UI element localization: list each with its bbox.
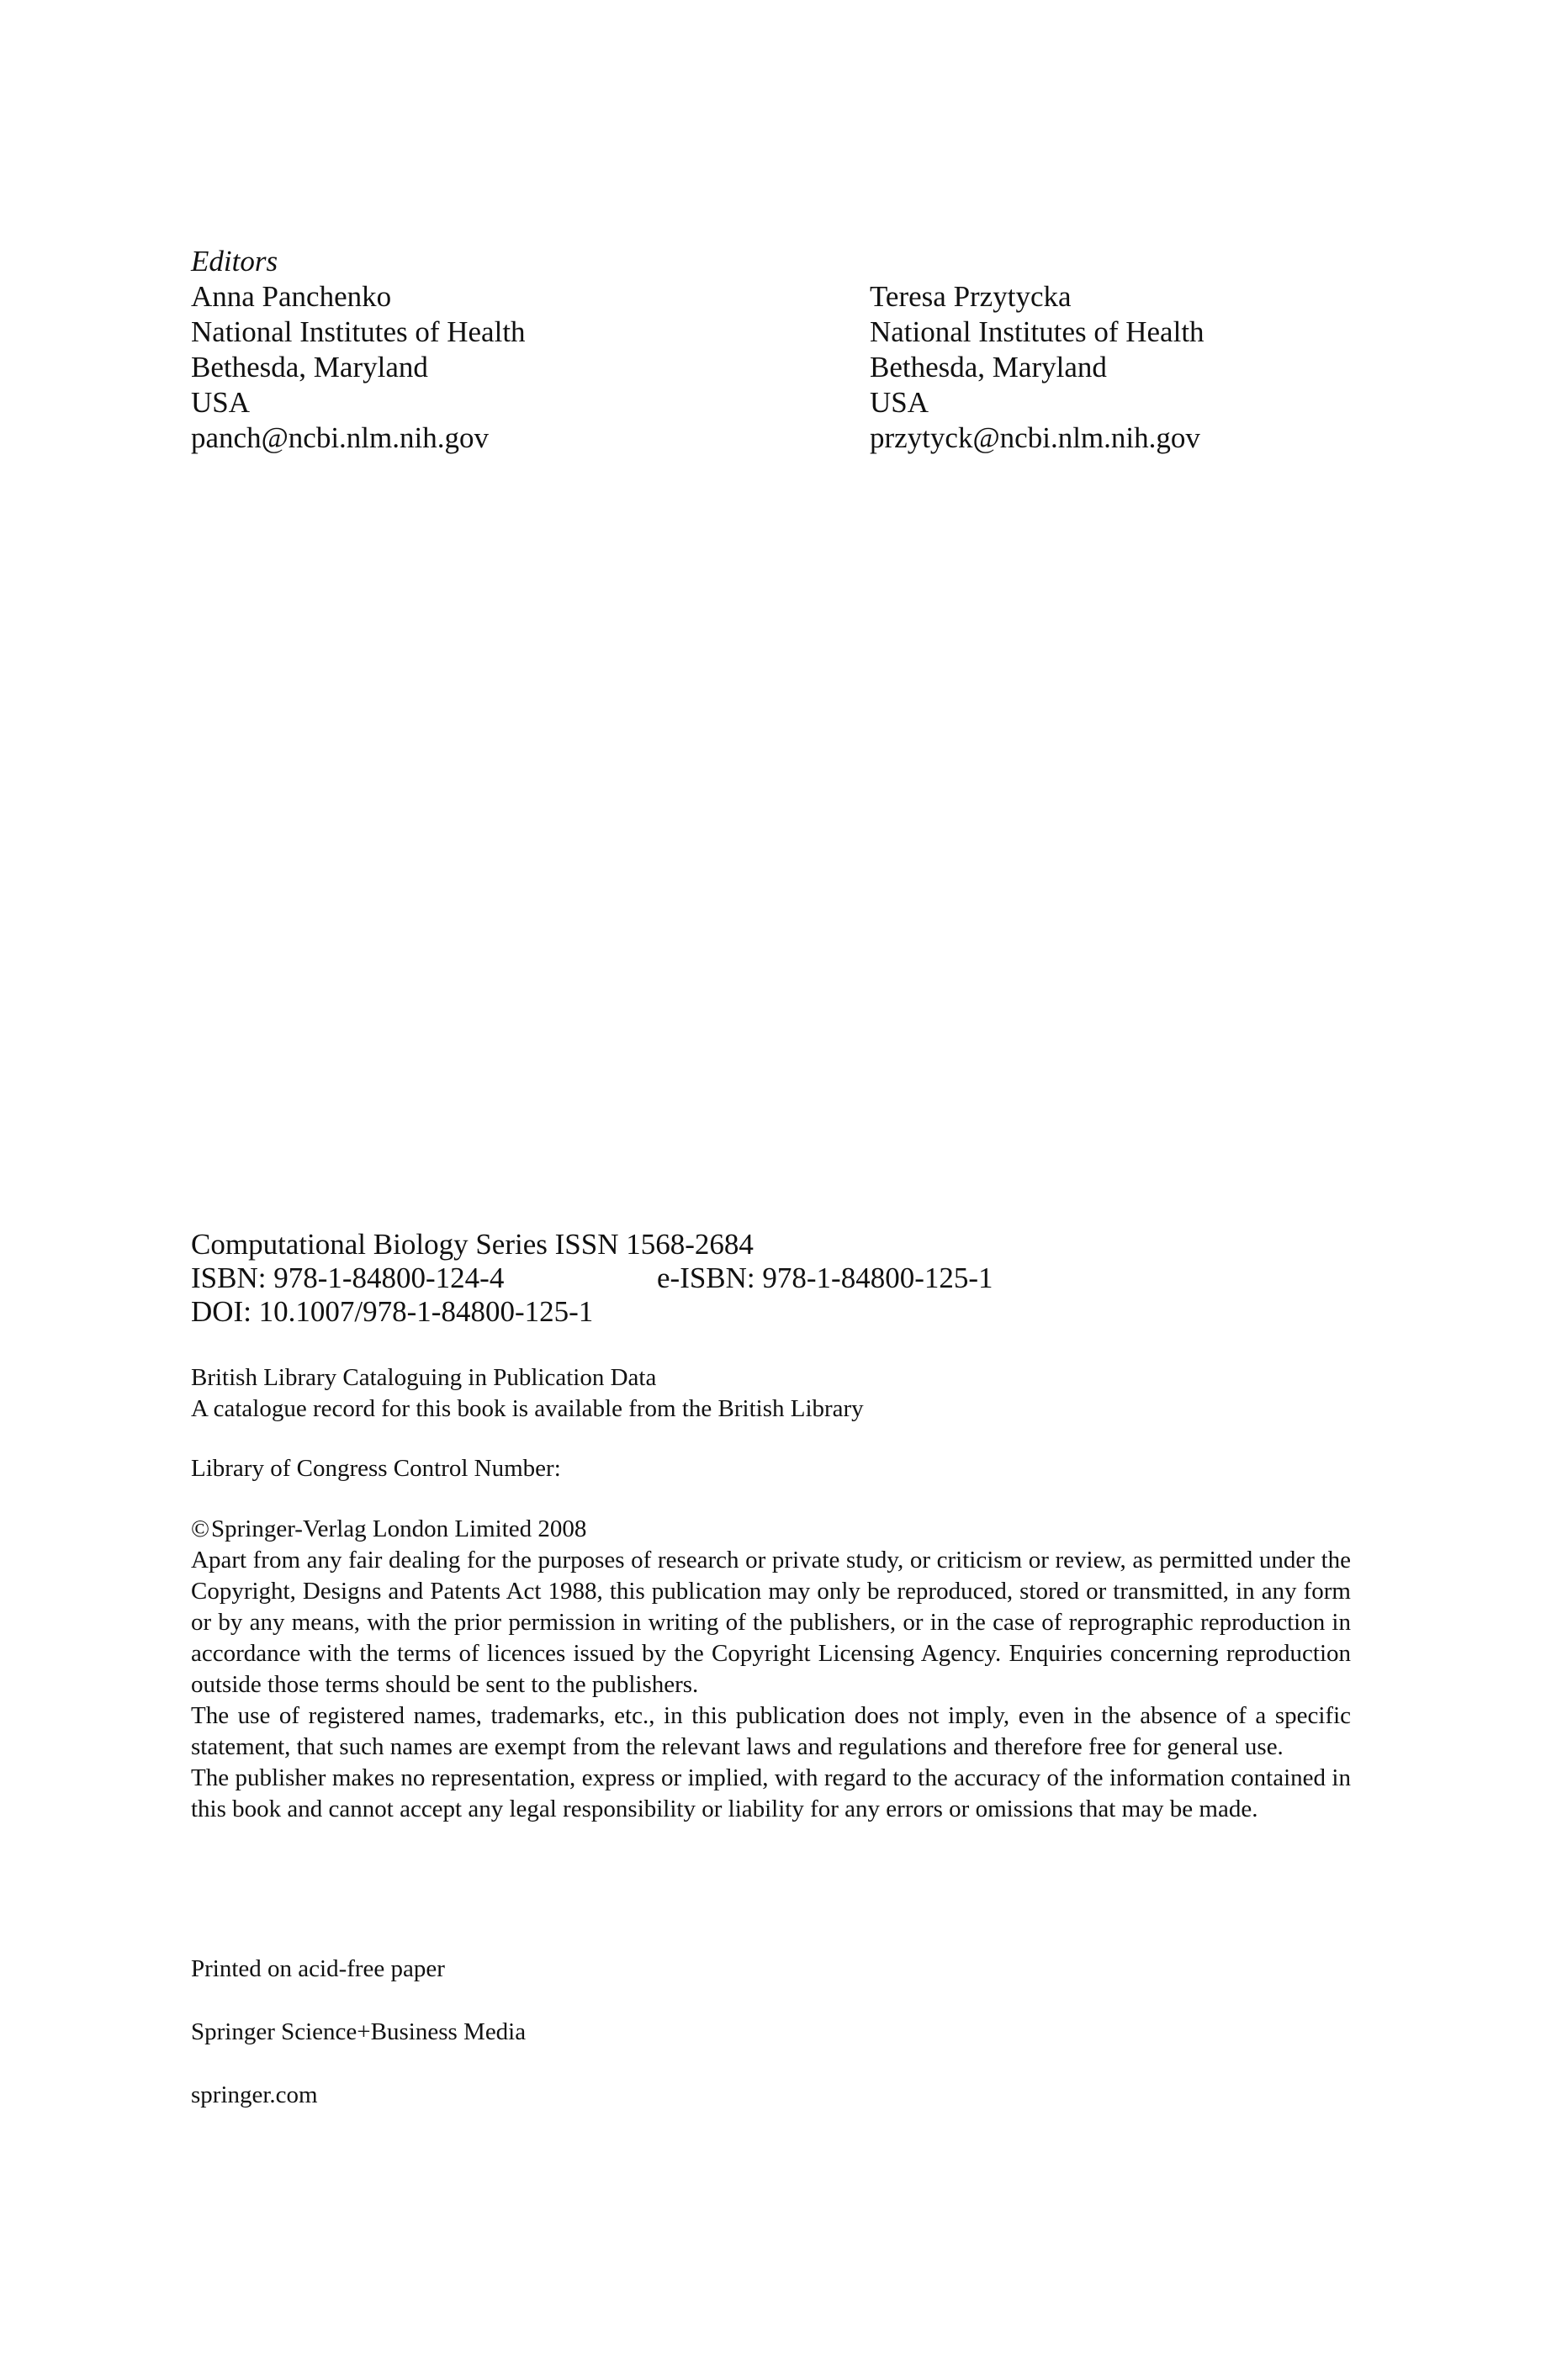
doi: DOI: 10.1007/978-1-84800-125-1 — [191, 1295, 594, 1328]
editor-left — [191, 279, 526, 456]
series-issn: Computational Biology Series ISSN 1568-2684 — [191, 1228, 754, 1261]
publisher-website: springer.com — [191, 2081, 318, 2108]
copyright-paragraph-3: The publisher makes no representation, express or implied, with regard to the accuracy of the information contained in this book and cannot accept any legal responsibility or liability for any errors or omissions that may be made. — [191, 1764, 1351, 1822]
editor-city: Bethesda, Maryland — [191, 351, 428, 383]
cip-data — [191, 1362, 1351, 1425]
editor-institution: National Institutes of Health — [191, 315, 526, 348]
copyright-paragraph-1: Apart from any fair dealing for the purposes of research or private study, or criticism or review, as permitted under the Copyright, Designs and Patents Act 1988, this publication may only be reproduced, stored or transmitted, in any form or by any means, with the prior permission in writing of the publishers, or in the case of reprographic reproduction in accordance with the terms of licences issued by the Copyright Licensing Agency. Enquiries concerning reproduction outside those terms should be sent to the publishers. — [191, 1547, 1351, 1698]
copyright-paragraph-2: The use of registered names, trademarks, etc., in this publication does not imply, even in the absence of a specific statement, that such names are exempt from the relevant laws and regulations and therefore free for general use. — [191, 1702, 1351, 1760]
editor-name: Anna Panchenko — [191, 280, 392, 313]
editor-institution: National Institutes of Health — [870, 315, 1205, 348]
editor-city: Bethesda, Maryland — [870, 351, 1107, 383]
publisher-name: Springer Science+Business Media — [191, 2018, 527, 2045]
editor-email: przytyck@ncbi.nlm.nih.gov — [870, 421, 1200, 454]
copyright-symbol: © — [191, 1515, 210, 1542]
isbn: ISBN: 978-1-84800-124-4 — [191, 1261, 505, 1294]
isbn-row — [191, 1261, 1369, 1295]
printed-note: Printed on acid-free paper — [191, 1955, 445, 1982]
e-isbn: e-ISBN: 978-1-84800-125-1 — [657, 1261, 993, 1294]
copyright-block — [191, 1514, 1351, 1825]
editor-country: USA — [191, 386, 251, 419]
editor-columns — [191, 279, 1352, 464]
editor-right — [870, 279, 1205, 456]
copyright-holder: Springer-Verlag London Limited 2008 — [211, 1515, 587, 1542]
editor-country: USA — [870, 386, 929, 419]
editors-label: Editors — [191, 245, 278, 278]
editor-email: panch@ncbi.nlm.nih.gov — [191, 421, 489, 454]
editors-section — [191, 244, 1352, 464]
series-info — [191, 1228, 1369, 1329]
copyright-line — [191, 1514, 1351, 1545]
cip-line-1: British Library Cataloguing in Publication Data — [191, 1364, 657, 1391]
cip-line-2: A catalogue record for this book is available from the British Library — [191, 1395, 864, 1422]
lccn: Library of Congress Control Number: — [191, 1455, 561, 1482]
editor-name: Teresa Przytycka — [870, 280, 1072, 313]
